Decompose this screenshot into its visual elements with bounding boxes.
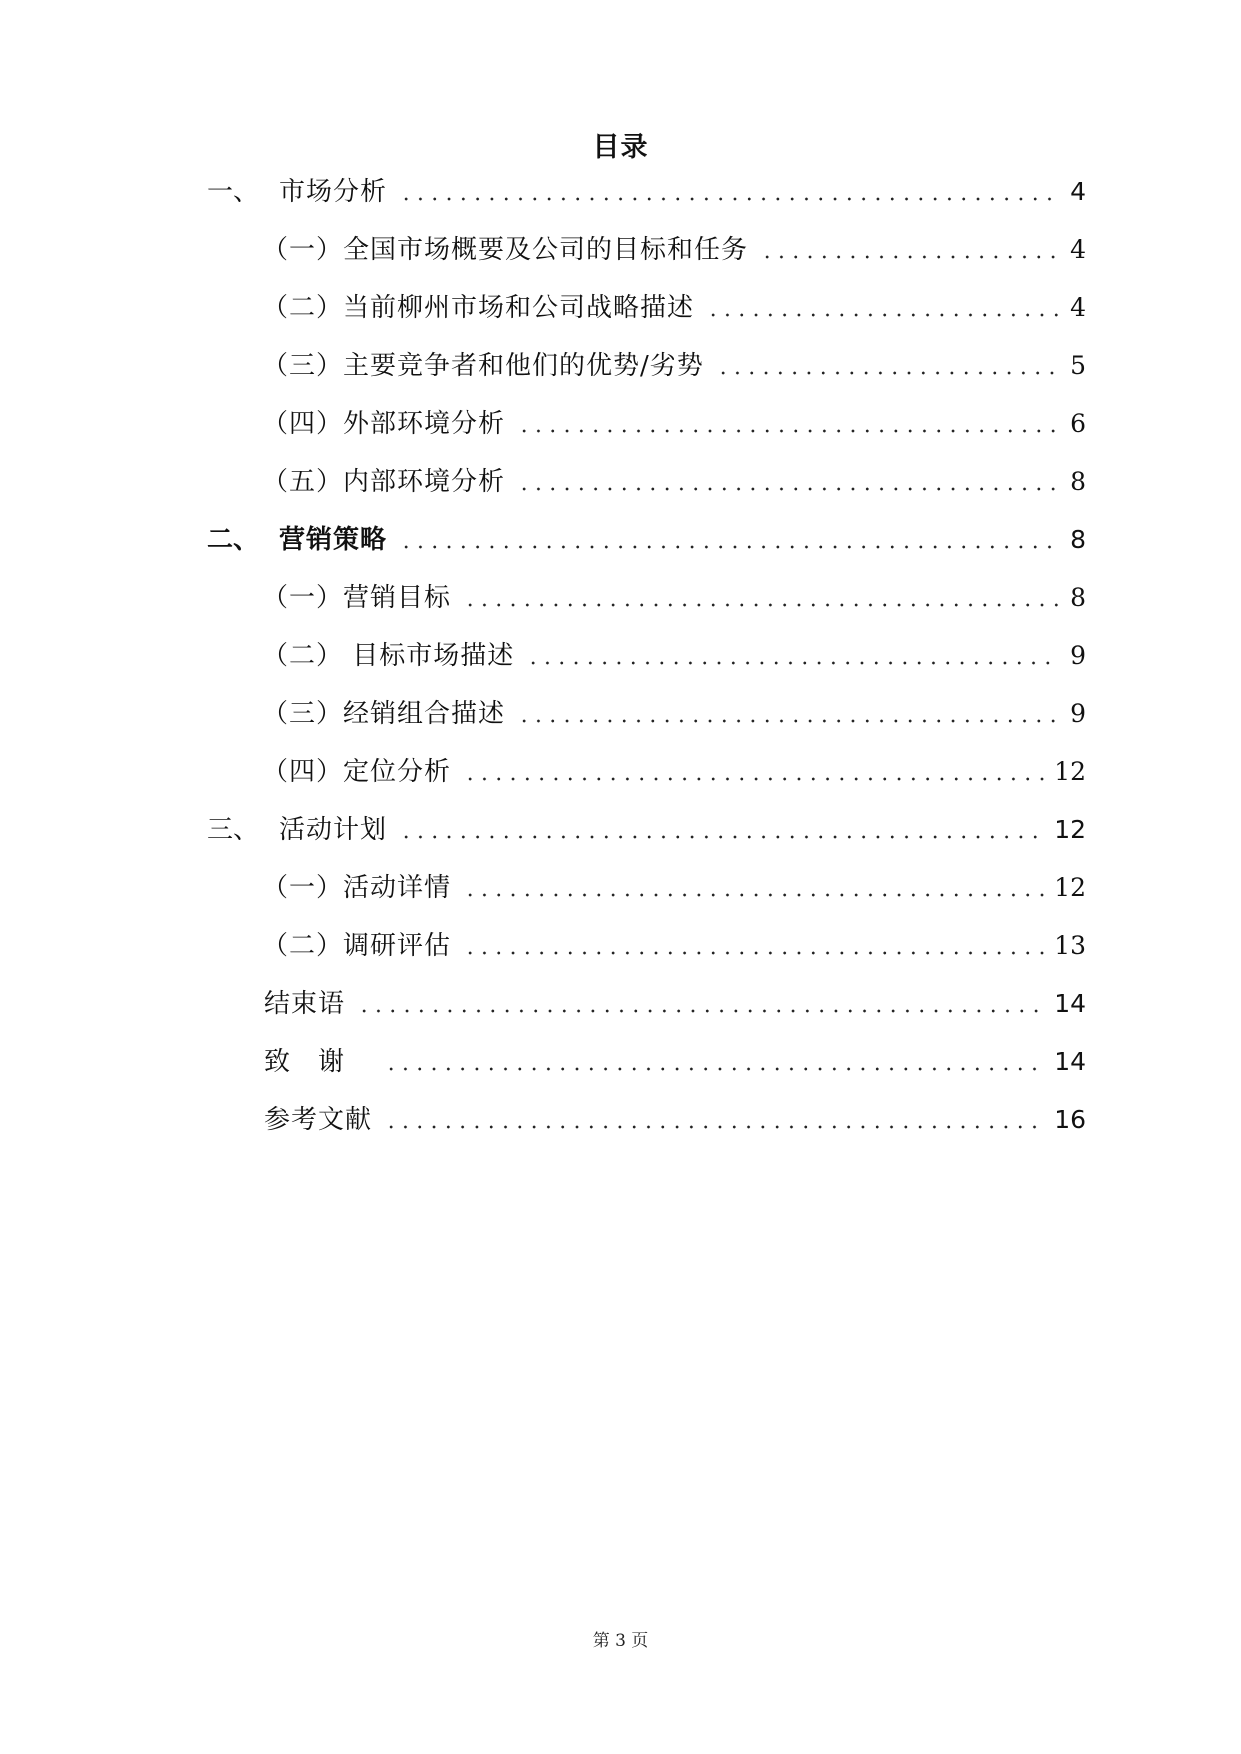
toc-page-number: 14: [1054, 989, 1086, 1018]
toc-page-number: 13: [1054, 931, 1086, 960]
toc-entry-conclusion[interactable]: [264, 984, 1086, 1024]
toc-entry-label: 营销策略: [279, 525, 388, 555]
toc-entry-label: （三）主要竞争者和他们的优势/劣势: [262, 351, 704, 381]
toc-dot-leader: [706, 313, 1060, 317]
toc-page-number: 4: [1070, 293, 1086, 322]
toc-entry-acknowledgements[interactable]: [264, 1042, 1086, 1082]
toc-entry-2-1[interactable]: [262, 578, 1086, 618]
toc-entry-label: （二）调研评估: [262, 931, 452, 961]
toc-entry-label: 结束语: [264, 989, 346, 1019]
toc-entry-number: 三、: [207, 815, 260, 845]
toc-entry-label: 活动计划: [279, 815, 388, 845]
toc-entry-1-5[interactable]: [262, 462, 1086, 502]
toc-entry-label: 致谢: [264, 1047, 373, 1077]
toc-page-number: 4: [1070, 177, 1086, 206]
toc-dot-leader: [517, 487, 1060, 491]
toc-page-number: 6: [1070, 409, 1086, 438]
toc-dot-leader: [399, 545, 1060, 549]
toc-entry-number: 二、: [207, 525, 260, 555]
toc-entry-label: （二） 目标市场描述: [262, 641, 515, 671]
toc-dot-leader: [716, 371, 1060, 375]
toc-entry-number: 一、: [207, 177, 260, 207]
toc-entry-3-2[interactable]: [262, 926, 1086, 966]
toc-dot-leader: [517, 719, 1060, 723]
toc-entry-label: （二）当前柳州市场和公司战略描述: [262, 293, 695, 323]
toc-entry-2[interactable]: [207, 520, 1086, 560]
toc-dot-leader: [384, 1067, 1044, 1071]
toc-dot-leader: [526, 661, 1060, 665]
toc-dot-leader: [463, 951, 1044, 955]
toc-dot-leader: [384, 1125, 1044, 1129]
toc-entry-label: （五）内部环境分析: [262, 467, 506, 497]
toc-entry-label: （一）活动详情: [262, 873, 452, 903]
toc-dot-leader: [463, 893, 1044, 897]
toc-entry-3-1[interactable]: [262, 868, 1086, 908]
toc-entry-1-1[interactable]: [262, 230, 1086, 270]
toc-page-number: 8: [1070, 467, 1086, 496]
toc-page-number: 5: [1070, 351, 1086, 380]
toc-entry-1-4[interactable]: [262, 404, 1086, 444]
toc-page-number: 9: [1070, 699, 1086, 728]
toc-entry-3[interactable]: [207, 810, 1086, 850]
toc-page-number: 4: [1070, 235, 1086, 264]
toc-dot-leader: [463, 777, 1044, 781]
toc-entry-label: （一）全国市场概要及公司的目标和任务: [262, 235, 749, 265]
toc-page-number: 12: [1054, 815, 1086, 844]
toc-entry-label: （一）营销目标: [262, 583, 452, 613]
toc-entry-1-3[interactable]: [262, 346, 1086, 386]
toc-page-number: 12: [1054, 757, 1086, 786]
toc-entry-label: （四）定位分析: [262, 757, 452, 787]
toc-dot-leader: [357, 1009, 1044, 1013]
toc-entry-references[interactable]: [264, 1100, 1086, 1140]
toc-entry-label: 参考文献: [264, 1105, 373, 1135]
toc-entry-2-4[interactable]: [262, 752, 1086, 792]
toc-entry-1[interactable]: [207, 172, 1086, 212]
toc-entry-label: 市场分析: [279, 177, 388, 207]
toc-entry-2-2[interactable]: [262, 636, 1086, 676]
toc-page-number: 8: [1070, 525, 1086, 554]
toc-page-number: 9: [1070, 641, 1086, 670]
toc-dot-leader: [517, 429, 1060, 433]
page-title: 目录: [592, 132, 649, 163]
toc-dot-leader: [399, 835, 1044, 839]
page-footer: 第 3 页: [592, 1631, 649, 1651]
toc-entry-label: （三）经销组合描述: [262, 699, 506, 729]
toc-dot-leader: [399, 197, 1060, 201]
toc-entry-1-2[interactable]: [262, 288, 1086, 328]
toc-entry-2-3[interactable]: [262, 694, 1086, 734]
toc-dot-leader: [760, 255, 1060, 259]
toc-page-number: 16: [1054, 1105, 1086, 1134]
toc-page-number: 12: [1054, 873, 1086, 902]
toc-dot-leader: [463, 603, 1060, 607]
toc-page-number: 14: [1054, 1047, 1086, 1076]
toc-page-number: 8: [1070, 583, 1086, 612]
toc-entry-label: （四）外部环境分析: [262, 409, 506, 439]
